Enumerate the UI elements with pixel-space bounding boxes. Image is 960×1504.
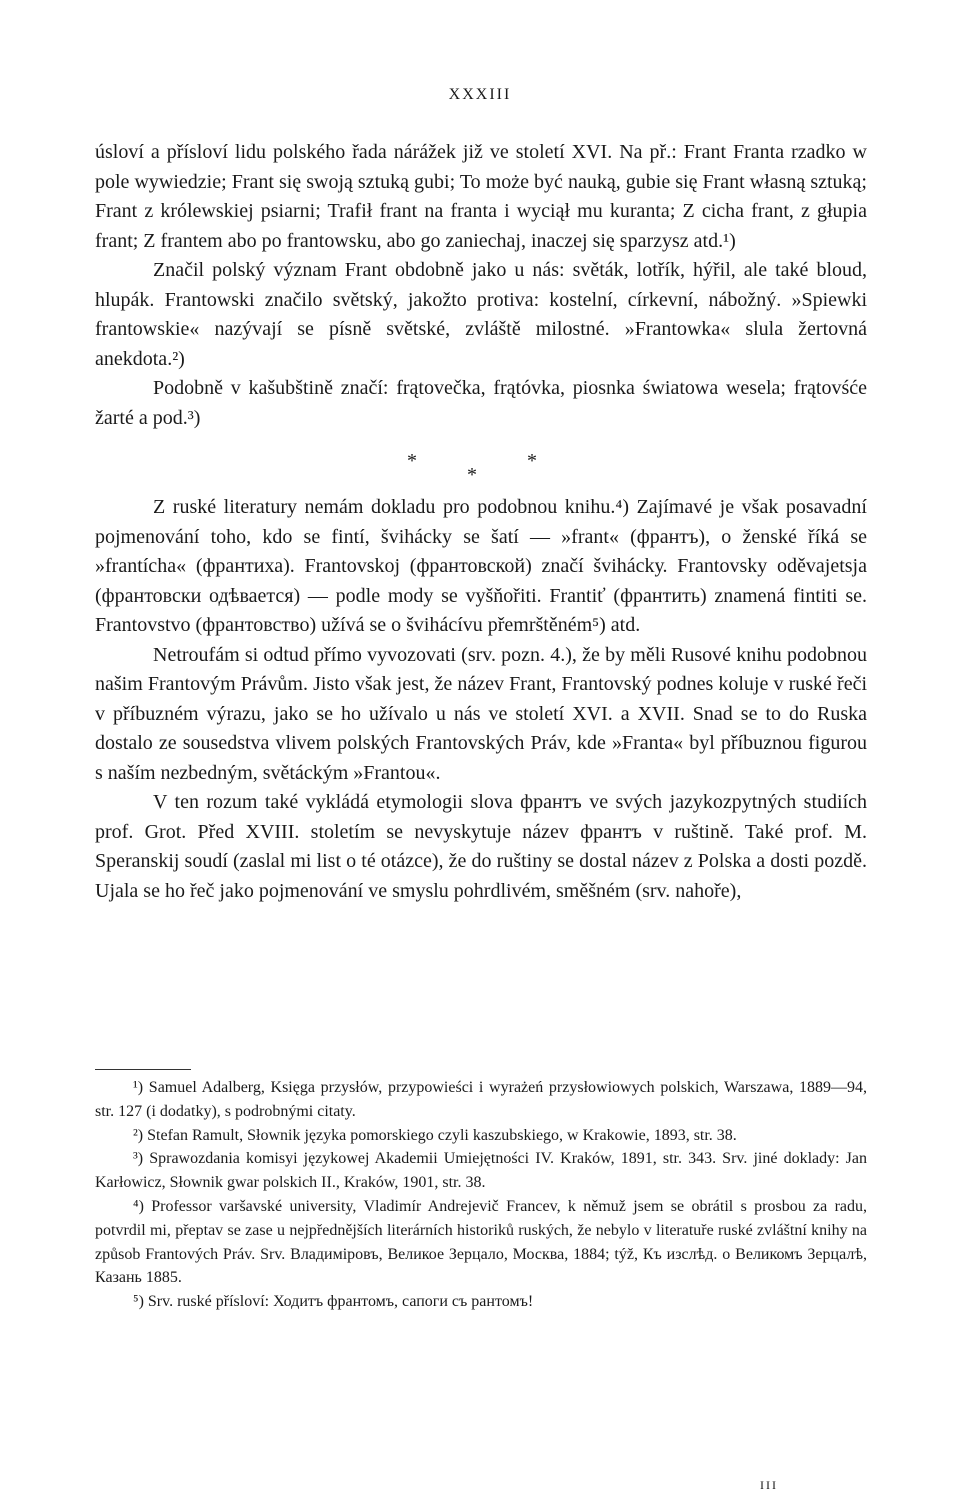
section-divider-stars xyxy=(95,433,867,493)
paragraph-2: Značil polský význam Frant obdobně jako u nás: světák, lotřík, hýřil, ale také bloud, hlupák. Frantowski značilo světský, jakožto protiva: kostelní, církevní, nábožný. »Spiewki frantowskie« nazývají se písně světské, zvláště milostné. »Frantowka« slula žertovná anekdota.²) xyxy=(95,259,867,370)
footnote-1: ¹) Samuel Adalberg, Księga przysłów, przypowieści i wyrażeń przysłowiowych polskich, Warszawa, 1889—94, str. 127 (i dodatky), s podrobnými citaty. xyxy=(95,1079,867,1120)
divider-star: * xyxy=(527,450,537,472)
paragraph-3: Podobně v kašubštině značí: frątovečka, frątóvka, piosnka światowa wesela; frątovśće žarté a pod.³) xyxy=(95,377,867,429)
footnote-3: ³) Sprawozdania komisyi językowej Akademii Umiejętności IV. Kraków, 1891, str. 343. Srv. jiné doklady: Jan Karłowicz, Słownik gwar polskich II., Kraków, 1901, str. 38. xyxy=(95,1150,867,1192)
footnote-separator xyxy=(95,1069,191,1070)
printer-signature: III xyxy=(760,1478,778,1492)
paragraph-1: úsloví a přísloví lidu polského řada nárážek již ve století XVI. Na př.: Frant Franta rzadko w pole wywiedzie; Frant się swoją sztuką gubi; To może być nauką, gubie się Frant własną sztuką; Frant z królewskiej psiarni; Trafił frant na franta i wyciął mu kuranta; Z cicha frant, z głupia frant; Z frantem abo po frantowsku, abo go zaniechaj, inaczej się sparzysz atd.¹) xyxy=(95,141,867,252)
footnotes xyxy=(95,1076,867,1314)
divider-star: * xyxy=(467,464,477,486)
footnote-5: ⁵) Srv. ruské přísloví: Ходитъ франтомъ, сапоги съ рантомъ! xyxy=(133,1293,534,1311)
paragraph-6: V ten rozum také vykládá etymologii slova франтъ ve svých jazykozpytných studiích prof. Grot. Před XVIII. stoletím se nevyskytuje název франтъ v ruštině. Také prof. M. Speranskij soudí (zaslal mi list o té otázce), že do ruštiny se dostal název z Polska a dosti pozdě. Ujala se ho řeč jako pojmenování ve smyslu pohrdlivém, směšném (srv. nahoře), xyxy=(95,791,867,902)
page-number-header: XXXIII xyxy=(448,86,512,103)
footnote-4: ⁴) Professor varšavské university, Vladimír Andrejevič Francev, k němuž jsem se obrátil s prosbou za radu, potvrdil mi, přeptav se zase u nejpřednějších literárních historiků ruských, že nebylo v literatuře ruské zvláštní knihy na způsob Frantových Práv. Srv. Владиміровъ, Великое Зерцало, Москва, 1884; týž, Къ изслѣд. о Великомъ Зерцалѣ, Казань 1885. xyxy=(95,1197,868,1287)
divider-star: * xyxy=(407,450,417,472)
paragraph-5: Netroufám si odtud přímo vyvozovati (srv. pozn. 4.), že by měli Rusové knihu podobnou našim Frantovým Právům. Jisto však jest, že název Frant, Frantovský podnes koluje v ruské řeči v příbuzném výrazu, jako se ho užívalo u nás ve století XVI. a XVII. Snad se to do Ruska dostalo ze sousedstva vlivem polských Frantovských Práv, kde »Franta« byl příbuznou figurou s naším nezbedným, světáckým »Frantou«. xyxy=(95,643,867,784)
footnote-2: ²) Stefan Ramult, Słownik języka pomorskiego czyli kaszubskiego, w Krakowie, 1893, str. 38. xyxy=(133,1126,737,1144)
paragraph-4: Z ruské literatury nemám dokladu pro podobnou knihu.⁴) Zajímavé je však posavadní pojmenování toho, kdo se fintí, šviháckу se šatí — »frant« (франтъ), o ženské říká se »frantícha« (франтиха). Frantovskoj (франтовской) značí šviháckу. Frantovsky oděvajetsja (франтовски одѣвается) — podle mody se vyšňořiti. Frantiť (франтить) znamená fintiti se. Frantovstvo (франтовство) užívá se o švihácívu přemrštěném⁵) atd. xyxy=(95,496,867,636)
main-text xyxy=(95,138,867,906)
